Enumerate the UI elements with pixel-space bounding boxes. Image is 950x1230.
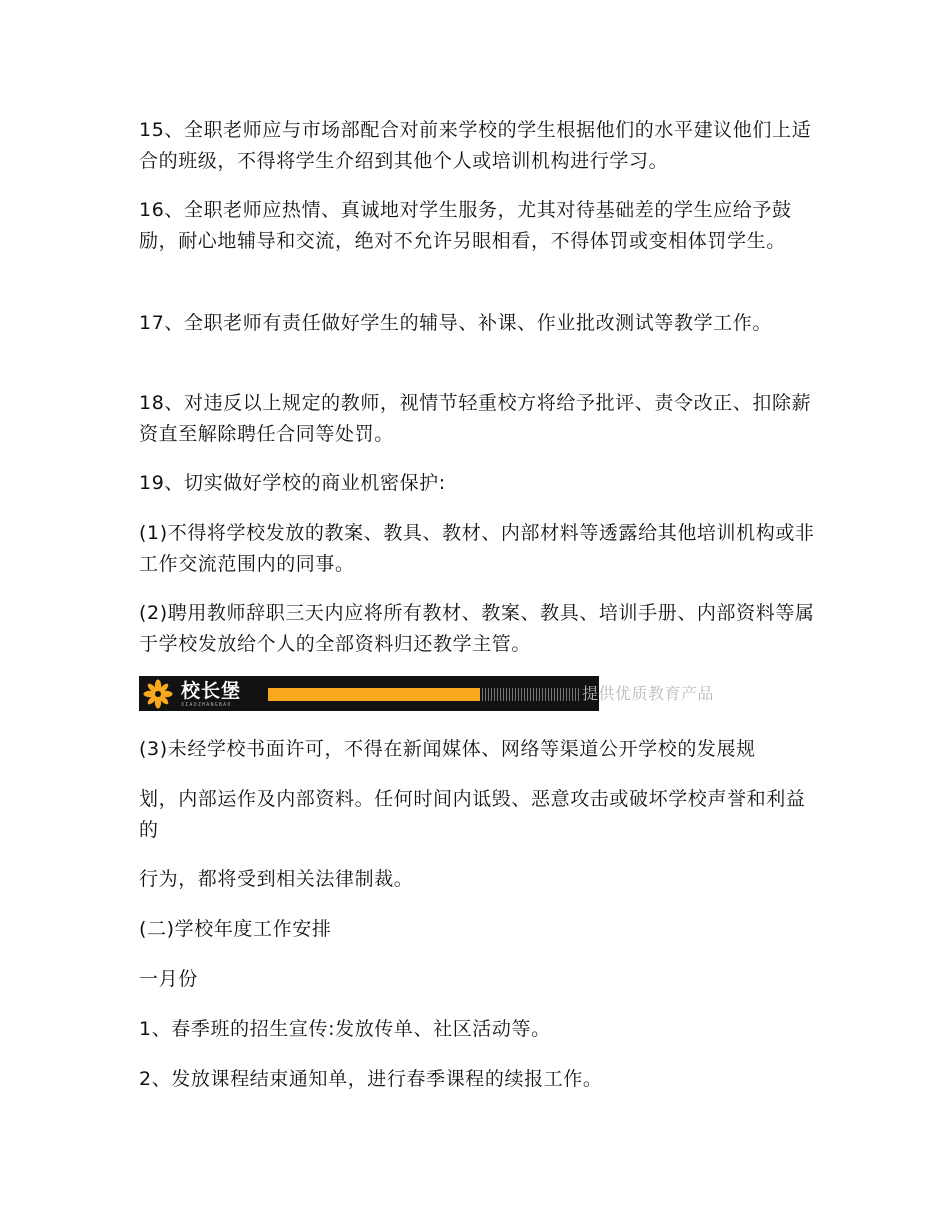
paragraph-15: 15、全职老师应与市场部配合对前来学校的学生根据他们的水平建议他们上适合的班级，不得将学生介绍到其他个人或培训机构进行学习。 [139, 119, 812, 172]
paragraph-16: 16、全职老师应热情、真诚地对学生服务，尤其对待基础差的学生应给予鼓励，耐心地辅导和交流，绝对不允许另眼相看，不得体罚或变相体罚学生。 [139, 199, 792, 252]
list-item-2: 2、发放课程结束通知单，进行春季课程的续报工作。 [139, 1068, 603, 1090]
list-item-1: 1、春季班的招生宣传:发放传单、社区活动等。 [139, 1018, 551, 1040]
pinwheel-logo-icon [143, 679, 173, 709]
banner-stripes [482, 688, 579, 701]
paragraph-19-3-line3: 行为，都将受到相关法律制裁。 [139, 868, 414, 890]
paragraph-19-3-line1: (3)未经学校书面许可，不得在新闻媒体、网络等渠道公开学校的发展规 [139, 738, 756, 760]
banner-logo-subtext: XIAOZHANGBAO [181, 702, 232, 708]
month-heading-january: 一月份 [139, 968, 198, 990]
banner-logo-text: 校长堡 [181, 680, 242, 702]
banner-accent-bar [268, 688, 480, 701]
paragraph-19-1: (1)不得将学校发放的教案、教具、教材、内部材料等透露给其他培训机构或非工作交流范围内的同事。 [139, 522, 815, 575]
section-heading-annual-schedule: (二)学校年度工作安排 [139, 918, 332, 940]
paragraph-19-3-line2: 划，内部运作及内部资料。任何时间内诋毁、恶意攻击或破坏学校声誉和利益的 [139, 788, 806, 841]
paragraph-18: 18、对违反以上规定的教师，视情节轻重校方将给予批评、责令改正、扣除薪资直至解除聘任合同等处罚。 [139, 392, 812, 445]
paragraph-19: 19、切实做好学校的商业机密保护: [139, 472, 446, 494]
paragraph-19-2: (2)聘用教师辞职三天内应将所有教材、教案、教具、培训手册、内部资料等属于学校发放给个人的全部资料归还教学主管。 [139, 602, 815, 655]
banner-tagline: 提供优质教育产品 [582, 684, 715, 703]
brand-banner [139, 676, 715, 711]
paragraph-17: 17、全职老师有责任做好学生的辅导、补课、作业批改测试等教学工作。 [139, 312, 772, 334]
